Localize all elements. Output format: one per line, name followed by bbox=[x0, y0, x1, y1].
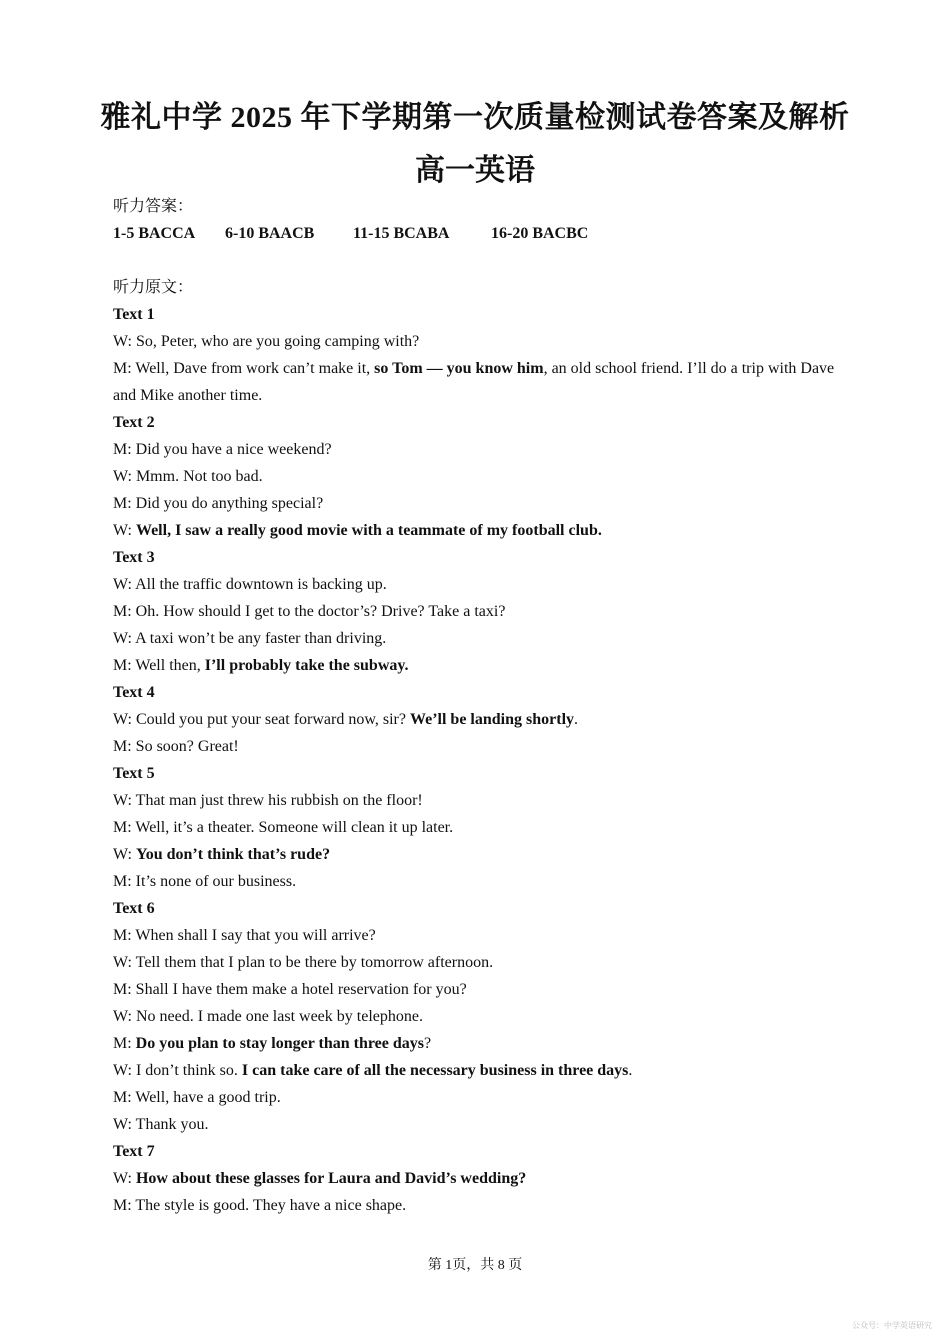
dialogue-line bbox=[113, 436, 843, 463]
text-heading: Text 6 bbox=[113, 900, 155, 917]
dialogue-key-phrase: so Tom — you know him bbox=[374, 360, 544, 377]
answer-group: 6-10 BAACB bbox=[225, 225, 315, 242]
text-heading: Text 1 bbox=[113, 306, 155, 323]
watermark: 公众号：中学英语研究 bbox=[852, 1321, 932, 1330]
dialogue-key-phrase: Do you plan to stay longer than three days bbox=[135, 1035, 424, 1052]
dialogue-line bbox=[113, 571, 843, 598]
dialogue-line bbox=[113, 868, 843, 895]
answer-key-row bbox=[113, 220, 843, 247]
dialogue-line bbox=[113, 652, 843, 679]
dialogue-line bbox=[113, 1192, 843, 1219]
dialogue-line bbox=[113, 1111, 843, 1138]
dialogue-line bbox=[113, 1084, 843, 1111]
answer-group: 16-20 BACBC bbox=[491, 225, 589, 242]
transcript bbox=[113, 301, 843, 1219]
document-subtitle: 高一英语 bbox=[415, 154, 535, 187]
page-footer: 第 1页，共 8 页 bbox=[427, 1258, 523, 1273]
document-body bbox=[113, 193, 843, 1219]
dialogue-line bbox=[113, 814, 843, 841]
dialogue-line bbox=[113, 841, 843, 868]
dialogue-text: W: A taxi won’t be any faster than driving. bbox=[113, 630, 387, 647]
dialogue-text: M: Well, have a good trip. bbox=[113, 1089, 281, 1106]
dialogue-line bbox=[113, 976, 843, 1003]
transcript-label: 听力原文： bbox=[113, 279, 194, 296]
dialogue-text: , an old school friend. I’ll do a trip with Dave and Mike another time. bbox=[113, 360, 835, 404]
dialogue-key-phrase: I can take care of all the necessary business in three days bbox=[241, 1062, 629, 1079]
document-title: 雅礼中学 2025 年下学期第一次质量检测试卷答案及解析 bbox=[100, 101, 850, 134]
dialogue-text: M: Shall I have them make a hotel reservation for you? bbox=[113, 981, 467, 998]
dialogue-key-phrase: We’ll be landing shortly bbox=[409, 711, 575, 728]
text-heading: Text 2 bbox=[113, 414, 155, 431]
text-heading: Text 5 bbox=[113, 765, 155, 782]
dialogue-line bbox=[113, 922, 843, 949]
dialogue-line bbox=[113, 1030, 843, 1057]
dialogue-line bbox=[113, 625, 843, 652]
dialogue-text: . bbox=[574, 711, 579, 728]
dialogue-line bbox=[113, 1165, 843, 1192]
text-heading: Text 3 bbox=[113, 549, 155, 566]
dialogue-text: W: All the traffic downtown is backing up. bbox=[113, 576, 387, 593]
dialogue-text: W: bbox=[113, 846, 136, 863]
dialogue-text: W: I don’t think so. bbox=[113, 1062, 242, 1079]
dialogue-text: W: bbox=[113, 1170, 136, 1187]
dialogue-text: M: Well then, bbox=[113, 657, 205, 674]
dialogue-text: W: Thank you. bbox=[113, 1116, 209, 1133]
answer-group: 1-5 BACCA bbox=[113, 225, 196, 242]
dialogue-text: M: Did you do anything special? bbox=[113, 495, 324, 512]
dialogue-line bbox=[113, 355, 843, 409]
dialogue-line bbox=[113, 1057, 843, 1084]
text-heading: Text 4 bbox=[113, 684, 155, 701]
dialogue-text: M: The style is good. They have a nice shape. bbox=[113, 1197, 407, 1214]
dialogue-line bbox=[113, 1003, 843, 1030]
listening-answers-label: 听力答案： bbox=[113, 198, 194, 215]
dialogue-text: W: That man just threw his rubbish on the floor! bbox=[113, 792, 423, 809]
dialogue-text: M: So soon? Great! bbox=[113, 738, 239, 755]
text-heading: Text 7 bbox=[113, 1143, 155, 1160]
dialogue-line bbox=[113, 328, 843, 355]
dialogue-key-phrase: You don’t think that’s rude? bbox=[135, 846, 331, 863]
dialogue-text: . bbox=[628, 1062, 633, 1079]
dialogue-key-phrase: Well, I saw a really good movie with a teammate of my football club. bbox=[135, 522, 602, 539]
dialogue-text: M: Well, it’s a theater. Someone will clean it up later. bbox=[113, 819, 454, 836]
dialogue-key-phrase: How about these glasses for Laura and David’s wedding? bbox=[135, 1170, 527, 1187]
dialogue-text: W: Mmm. Not too bad. bbox=[113, 468, 263, 485]
dialogue-line bbox=[113, 787, 843, 814]
dialogue-text: W: So, Peter, who are you going camping with? bbox=[113, 333, 420, 350]
dialogue-text: W: No need. I made one last week by telephone. bbox=[113, 1008, 423, 1025]
dialogue-text: M: Well, Dave from work can’t make it, bbox=[113, 360, 375, 377]
dialogue-line bbox=[113, 706, 843, 733]
dialogue-line bbox=[113, 949, 843, 976]
dialogue-line bbox=[113, 517, 843, 544]
dialogue-line bbox=[113, 490, 843, 517]
dialogue-text: M: bbox=[113, 1035, 136, 1052]
dialogue-text: W: Could you put your seat forward now, sir? bbox=[113, 711, 410, 728]
dialogue-text: M: Did you have a nice weekend? bbox=[113, 441, 332, 458]
dialogue-text: W: Tell them that I plan to be there by tomorrow afternoon. bbox=[113, 954, 494, 971]
dialogue-key-phrase: I’ll probably take the subway. bbox=[204, 657, 409, 674]
dialogue-text: M: When shall I say that you will arrive? bbox=[113, 927, 376, 944]
dialogue-line bbox=[113, 598, 843, 625]
dialogue-text: ? bbox=[424, 1035, 432, 1052]
dialogue-text: M: Oh. How should I get to the doctor’s? Drive? Take a taxi? bbox=[113, 603, 506, 620]
dialogue-text: M: It’s none of our business. bbox=[113, 873, 297, 890]
answer-group: 11-15 BCABA bbox=[353, 225, 450, 242]
dialogue-line bbox=[113, 463, 843, 490]
dialogue-line bbox=[113, 733, 843, 760]
dialogue-text: W: bbox=[113, 522, 136, 539]
